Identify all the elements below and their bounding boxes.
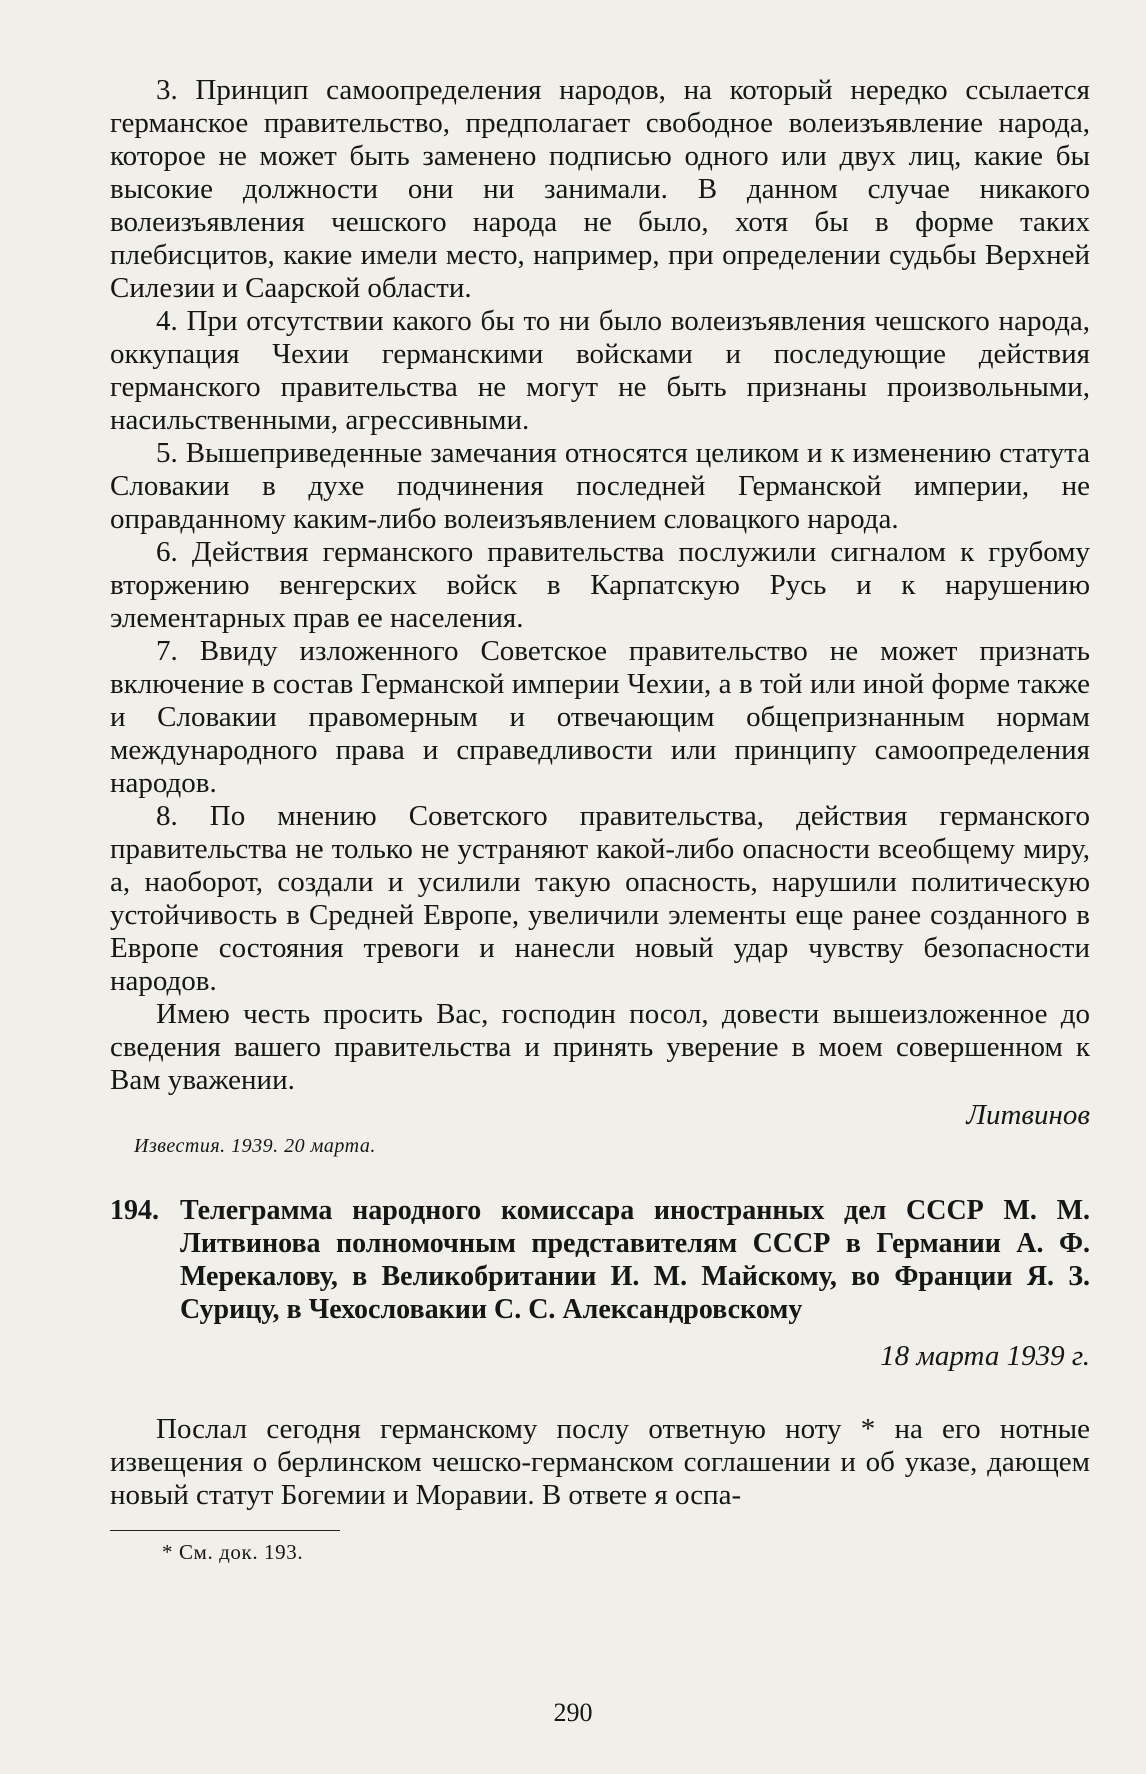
paragraph-3: 3. Принцип самоопределения народов, на который нередко ссылается германское правительство, предполагает свободное волеизъявление народа, которое не может быть заменено подписью одного или двух лиц, какие бы высокие должности они ни занимали. В данном случае никакого волеизъявления чешского народа не было, хотя бы в форме таких плебисцитов, какие имели место, например, при определении судьбы Верхней Силезии и Саарской области. — [110, 74, 1090, 304]
footnote-divider — [110, 1530, 340, 1531]
document-heading — [110, 1194, 1090, 1326]
document-title: Телеграмма народного комиссара иностранных дел СССР М. М. Литвинова полномочным представителям СССР в Германии А. Ф. Мерекалову, в Великобритании И. М. Майскому, во Франции Я. З. Сурицу, в Чехословакии С. С. Александровскому — [180, 1195, 1090, 1325]
closing-paragraph: Имею честь просить Вас, господин посол, довести вышеизложенное до сведения вашего правительства и принять уверение в моем совершенном к Вам уважении. — [110, 998, 1090, 1096]
document-number: 194. — [110, 1195, 159, 1226]
document-date: 18 марта 1939 г. — [880, 1340, 1090, 1372]
document-body: Послал сегодня германскому послу ответную ноту * на его нотные извещения о берлинском чешско-германском соглашении и об указе, дающем новый статут Богемии и Моравии. В ответе я оспа- — [110, 1413, 1090, 1511]
paragraph-7: 7. Ввиду изложенного Советское правительство не может признать включение в состав Германской империи Чехии, а в той или иной форме также и Словакии правомерным и отвечающим общепризнанным нормам международного права и справедливости или принципу самоопределения народов. — [110, 635, 1090, 799]
paragraph-5: 5. Вышеприведенные замечания относятся целиком и к изменению статута Словакии в духе подчинения последней Германской империи, не оправданному каким-либо волеизъявлением словацкого народа. — [110, 437, 1090, 535]
source-citation: Известия. 1939. 20 марта. — [134, 1135, 376, 1157]
signature: Литвинов — [966, 1099, 1090, 1131]
footnote: * См. док. 193. — [162, 1540, 304, 1564]
paragraph-4: 4. При отсутствии какого бы то ни было волеизъявления чешского народа, оккупация Чехии германскими войсками и последующие действия германского правительства не могут не быть признаны произвольными, насильственными, агрессивными. — [110, 305, 1090, 436]
document-page — [110, 74, 1090, 1567]
page-number: 290 — [553, 1698, 593, 1727]
paragraph-6: 6. Действия германского правительства послужили сигналом к грубому вторжению венгерских войск в Карпатскую Русь и к нарушению элементарных прав ее населения. — [110, 536, 1090, 634]
paragraph-8: 8. По мнению Советского правительства, действия германского правительства не только не устраняют какой-либо опасности всеобщему миру, а, наоборот, создали и усилили такую опасность, нарушили политическую устойчивость в Средней Европе, увеличили элементы еще ранее созданного в Европе состояния тревоги и нанесли новый удар чувству безопасности народов. — [110, 800, 1090, 997]
